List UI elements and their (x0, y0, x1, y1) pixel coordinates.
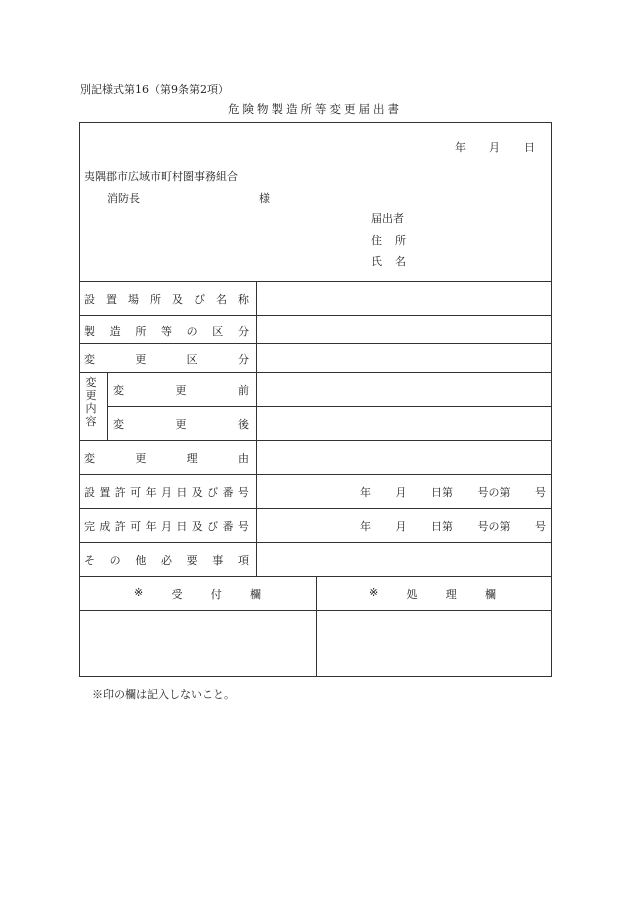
label-before: 変 更 前 (113, 384, 249, 397)
addressee-chief: 消防長 (107, 192, 140, 205)
applicant-label: 届出者 (371, 212, 404, 225)
date-month: 月 (489, 141, 500, 154)
label-processing: ※ 処 理 欄 (369, 586, 496, 601)
label-location: 設 置 場 所 及 び 名 称 (84, 293, 249, 306)
label-reason: 変 更 理 由 (84, 452, 249, 465)
label-change-content: 変更内容 (85, 376, 97, 428)
label-install-permit: 設 置 許 可 年 月 日 及 び 番 号 (84, 486, 249, 499)
applicant-name-char2: 名 (395, 255, 406, 268)
date-day: 日 (524, 141, 535, 154)
addressee-honorific: 様 (259, 192, 270, 205)
date-year: 年 (455, 141, 466, 154)
install-permit-value: 年 月 日第 号の第 号 (360, 486, 546, 499)
applicant-address-char1: 住 (371, 234, 382, 247)
label-complete-permit: 完 成 許 可 年 月 日 及 び 番 号 (84, 520, 249, 533)
label-facility-type: 製 造 所 等 の 区 分 (84, 325, 249, 338)
label-other: そ の 他 必 要 事 項 (84, 554, 249, 567)
complete-permit-value: 年 月 日第 号の第 号 (360, 520, 546, 533)
addressee-organization: 夷隅郡市広域市町村圏事務組合 (84, 170, 238, 183)
applicant-address-char2: 所 (395, 234, 406, 247)
label-after: 変 更 後 (113, 418, 249, 431)
form-reference: 別記様式第16（第9条第2項） (80, 83, 229, 96)
label-reception: ※ 受 付 欄 (134, 586, 261, 601)
footnote: ※印の欄は記入しないこと。 (92, 688, 235, 701)
applicant-name-char1: 氏 (371, 255, 382, 268)
label-change-type: 変 更 区 分 (84, 353, 249, 366)
page-title: 危険物製造所等変更届出書 (228, 102, 402, 116)
